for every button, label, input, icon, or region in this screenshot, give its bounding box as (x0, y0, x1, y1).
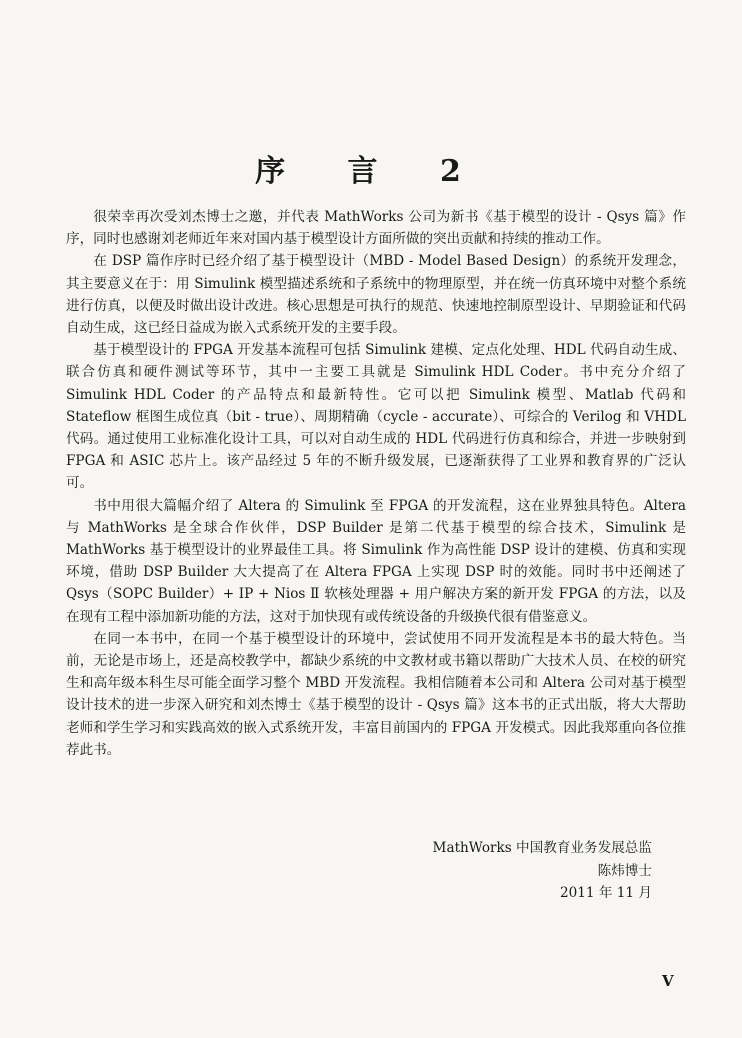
paragraph: 在同一本书中，在同一个基于模型设计的环境中，尝试使用不同开发流程是本书的最大特色。当前，无论是市场上，还是高校教学中，都缺少系统的中文教材或书籍以帮助广大技术人员、在校的研究生和高年级本科生尽可能全面学习整个 MBD 开发流程。我相信随着本公司和 Altera 公司对基于模型设计技术的进一步深入研究和刘杰博士《基于模型的设计 - Qsys 篇》这本书的正式出版，将大大帮助老师和学生学习和实践高效的嵌入式系统开发，丰富目前国内的 FPGA 开发模式。因此我郑重向各位推荐此书。 (66, 630, 686, 758)
signature-name: 陈炜博士 (597, 862, 652, 879)
page-number: V (662, 972, 674, 990)
paragraph: 很荣幸再次受刘杰博士之邀，并代表 MathWorks 公司为新书《基于模型的设计 - Qsys 篇》作序，同时也感谢刘老师近年来对国内基于模型设计方面所做的突出贡献和持续的推动工作。 (66, 209, 686, 248)
paragraph: 基于模型设计的 FPGA 开发基本流程可包括 Simulink 建模、定点化处理、HDL 代码自动生成、联合仿真和硬件测试等环节，其中一主要工具就是 Simulink HDL Coder。书中充分介绍了 Simulink HDL Coder 的产品特点和最新特性。它可以把 Simulink 模型、Matlab 代码和 Stateflow 框图生成位真（bit - true）、周期精确（cycle - accurate）、可综合的 Verilog 和 VHDL 代码。通过使用工业标准化设计工具，可以对自动生成的 HDL 代码进行仿真和综合，并进一步映射到 FPGA 和 ASIC 芯片上。该产品经过 5 年的不断升级发展，已逐渐获得了工业界和教育界的广泛认可。 (66, 342, 686, 492)
paragraph: 书中用很大篇幅介绍了 Altera 的 Simulink 至 FPGA 的开发流程，这在业界独具特色。Altera 与 MathWorks 是全球合作伙伴，DSP Builder 是第二代基于模型的综合技术，Simulink 是 MathWorks 基于模型设计的业界最佳工具。将 Simulink 作为高性能 DSP 设计的建模、仿真和实现环境，借助 DSP Builder 大大提高了在 Altera FPGA 上实现 DSP 时的效能。同时书中还阐述了 Qsys（SOPC Builder）+ IP + Nios Ⅱ 软核处理器 + 用户解决方案的新开发 FPGA 的方法，以及在现有工程中添加新功能的方法，这对于加快现有或传统设备的升级换代很有借鉴意义。 (66, 497, 686, 625)
page-title: 序 言 2 (255, 154, 487, 189)
signature-block (400, 837, 652, 905)
paragraph: 在 DSP 篇作序时已经介绍了基于模型设计（MBD - Model Based Design）的系统开发理念，其主要意义在于：用 Simulink 模型描述系统和子系统中的物理原型，并在统一仿真环境中对整个系统进行仿真，以便及时做出设计改进。核心思想是可执行的规范、快速地控制原型设计、早期验证和代码自动生成，这已经日益成为嵌入式系统开发的主要手段。 (66, 253, 686, 337)
preface-body (66, 206, 686, 761)
signature-organization: MathWorks 中国教育业务发展总监 (432, 840, 652, 856)
signature-date: 2011 年 11 月 (559, 885, 652, 901)
